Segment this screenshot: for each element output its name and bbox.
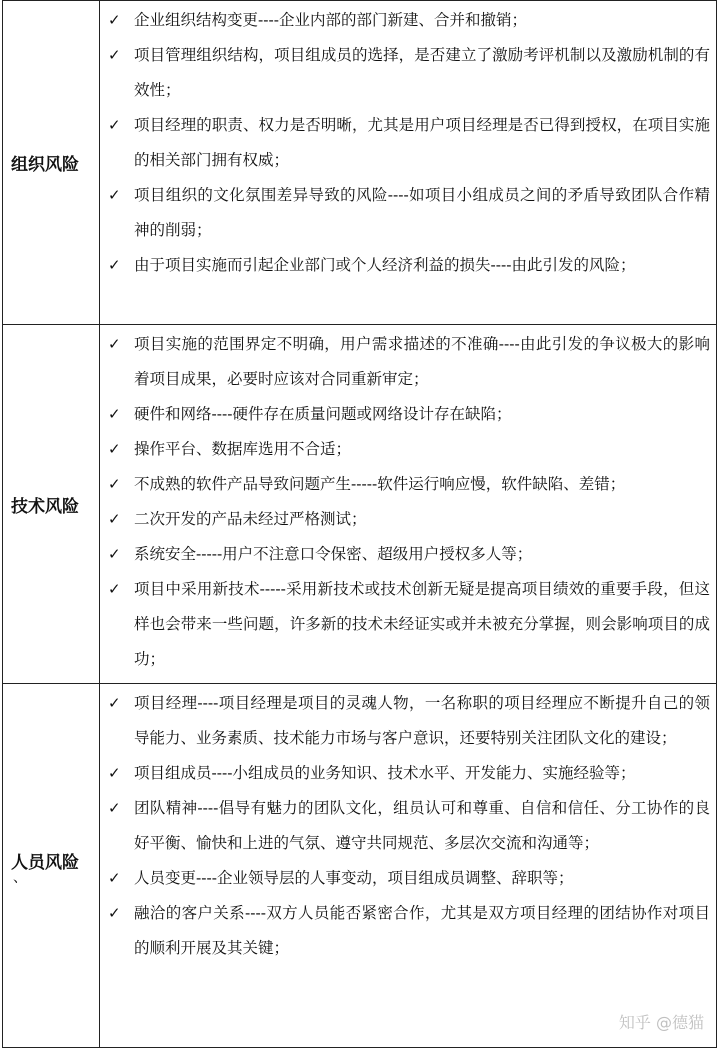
risk-item [108,327,710,397]
checkmark-icon: ✓ [108,46,121,64]
risk-item-text: 由于项目实施而引起企业部门或个人经济利益的损失----由此引发的风险； [134,256,636,274]
risk-item [108,791,710,861]
risk-item-text: 融洽的客户关系----双方人员能否紧密合作，尤其是双方项目经理的团结协作对项目的顺利开展及其关键； [134,904,710,957]
risk-items-cell [100,684,717,1048]
risk-item-text: 二次开发的产品未经过严格测试； [134,510,367,528]
checkmark-icon: ✓ [108,475,121,493]
risk-item-text: 系统安全-----用户不注意口令保密、超级用户授权多人等； [134,545,533,563]
checkmark-icon: ✓ [108,869,121,887]
risk-item [108,502,710,537]
risk-item-text: 项目组织的文化氛围差异导致的风险----如项目小组成员之间的矛盾导致团队合作精神的削弱； [134,186,710,239]
risk-item-text: 企业组织结构变更----企业内部的部门新建、合并和撤销； [134,11,527,29]
checkmark-icon: ✓ [108,799,121,817]
risk-item [108,397,710,432]
watermark: 知乎 @德猫 [618,1013,704,1032]
checkmark-icon: ✓ [108,694,121,712]
category-cell [3,684,100,1048]
risk-item-text: 项目组成员----小组成员的业务知识、技术水平、开发能力、实施经验等； [134,764,636,782]
category-cell [3,1,100,325]
risk-items-cell [100,1,717,325]
risk-row [3,325,717,684]
risk-item-text: 操作平台、数据库选用不合适； [134,440,352,458]
checkmark-icon: ✓ [108,11,121,29]
risk-item [108,572,710,677]
risk-item [108,108,710,178]
risk-item-text: 不成熟的软件产品导致问题产生-----软件运行响应慢，软件缺陷、差错； [134,475,626,493]
checkmark-icon: ✓ [108,510,121,528]
category-label: 人员风险 [11,853,79,873]
risk-item [108,467,710,502]
risk-table-body [3,1,717,1048]
risk-item-text: 团队精神----倡导有魅力的团队文化，组员认可和尊重、自信和信任、分工协作的良好平衡、愉快和上进的气氛、遵守共同规范、多层次交流和沟通等； [134,799,710,852]
risk-item [108,432,710,467]
risk-item [108,248,710,283]
checkmark-icon: ✓ [108,116,121,134]
risk-item [108,178,710,248]
risk-row [3,1,717,325]
risk-item-text: 项目管理组织结构，项目组成员的选择，是否建立了激励考评机制以及激励机制的有效性； [134,46,710,99]
risk-items-cell [100,325,717,684]
risk-row [3,684,717,1048]
checkmark-icon: ✓ [108,405,121,423]
risk-item [108,861,710,896]
category-cell [3,325,100,684]
risk-item-text: 项目经理----项目经理是项目的灵魂人物，一名称职的项目经理应不断提升自己的领导能力、业务素质、技术能力市场与客户意识，还要特别关注团队文化的建设； [134,694,710,747]
risk-item-text: 硬件和网络----硬件存在质量问题或网络设计存在缺陷； [134,405,512,423]
checkmark-icon: ✓ [108,256,121,274]
risk-item [108,3,710,38]
risk-item-text: 项目经理的职责、权力是否明晰，尤其是用户项目经理是否已得到授权，在项目实施的相关部门拥有权威； [134,116,710,169]
checkmark-icon: ✓ [108,440,121,458]
risk-item-text: 项目中采用新技术-----采用新技术或技术创新无疑是提高项目绩效的重要手段，但这样也会带来一些问题，许多新的技术未经证实或并未被充分掌握，则会影响项目的成功； [134,580,710,668]
checkmark-icon: ✓ [108,186,121,204]
risk-table [2,0,717,1048]
category-label: 技术风险 [11,496,79,517]
risk-item-text: 人员变更----企业领导层的人事变动，项目组成员调整、辞职等； [134,869,574,887]
risk-item [108,686,710,756]
checkmark-icon: ✓ [108,764,121,782]
risk-item [108,38,710,108]
category-label: 组织风险 [11,155,79,175]
category-mark: 、 [13,870,27,886]
risk-item [108,896,710,966]
checkmark-icon: ✓ [108,545,121,563]
checkmark-icon: ✓ [108,335,121,353]
risk-item-text: 项目实施的范围界定不明确，用户需求描述的不准确----由此引发的争议极大的影响着项目成果，必要时应该对合同重新审定； [134,335,710,388]
risk-item [108,756,710,791]
checkmark-icon: ✓ [108,904,121,922]
risk-item [108,537,710,572]
checkmark-icon: ✓ [108,580,121,598]
